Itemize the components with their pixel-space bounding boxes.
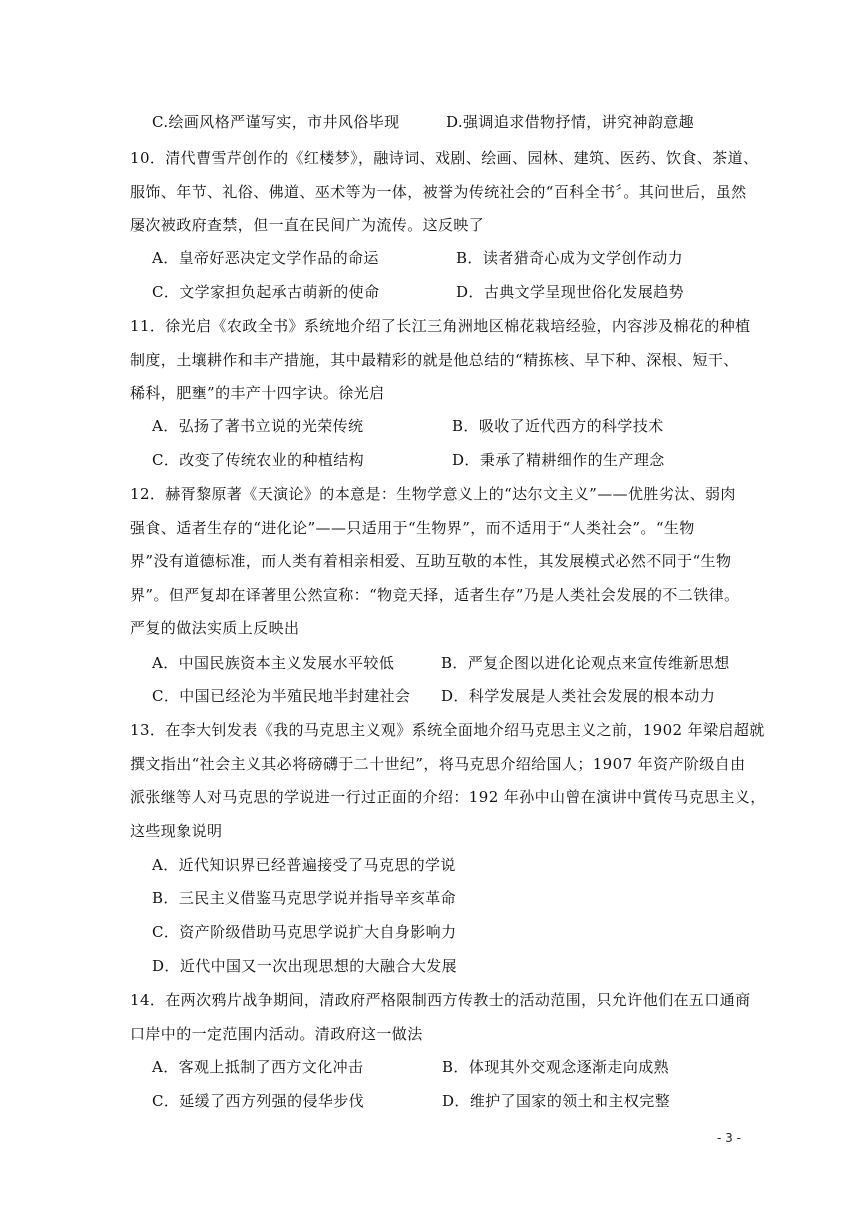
q14-option-b: B．体现其外交观念逐渐走向成熟	[442, 1058, 670, 1076]
q10-option-c: C．文学家担负起承古萌新的使命	[152, 283, 380, 301]
q12-line-5: 严复的做法实质上反映出	[130, 619, 300, 637]
q11-option-a: A．弘扬了著书立说的光荣传统	[152, 417, 364, 435]
q13-line-4: 这些现象说明	[130, 822, 223, 840]
q12-option-c: C．中国已经沦为半殖民地半封建社会	[152, 687, 411, 705]
q10-line-2: 服饰、年节、礼俗、佛道、巫术等为一体，被誉为传统社会的“百科全书〞。其问世后，虽然	[130, 183, 747, 201]
q14-line-2: 口岸中的一定范围内活动。清政府这一做法	[130, 1025, 423, 1043]
q13-line-1: 13．在李大钊发表《我的马克思主义观》系统全面地介绍马克思主义之前，1902 年梁启超就	[130, 721, 765, 739]
prev-option-d: D.强调追求借物抒情，讲究神韵意趣	[446, 113, 695, 131]
q13-option-a: A．近代知识界已经普遍接受了马克思的学说	[152, 856, 456, 874]
q12-line-3: 界”没有道德标准，而人类有着相亲相爱、互助互敬的本性，其发展模式必然不同于“生物	[130, 552, 732, 570]
q11-line-3: 稀科，肥壅”的丰产十四字诀。徐光启	[130, 384, 385, 402]
q13-option-d: D．近代中国又一次出现思想的大融合大发展	[152, 957, 458, 975]
page-number: - 3 -	[717, 1131, 741, 1145]
q12-option-d: D．科学发展是人类社会发展的根本动力	[441, 687, 716, 705]
q11-option-d: D．秉承了精耕细作的生产理念	[452, 451, 665, 469]
q12-line-4: 界”。但严复却在译著里公然宣称：“物竞天择，适者生存”乃是人类社会发展的不二铁律。	[130, 586, 740, 604]
q11-option-c: C．改变了传统农业的种植结构	[152, 451, 365, 469]
q14-line-1: 14．在两次鸦片战争期间，清政府严格限制西方传教士的活动范围，只允许他们在五口通商	[130, 991, 751, 1009]
prev-option-c: C.绘画风格严谨写实，市井风俗毕现	[152, 113, 400, 131]
q13-line-3: 派张继等人对马克思的学说进一行过正面的介绍：192 年孙中山曾在演讲中賞传马克思主义，	[130, 788, 766, 806]
q10-option-a: A．皇帝好恶决定文学作品的命运	[152, 249, 379, 267]
q12-option-b: B．严复企图以进化论观点来宣传维新思想	[441, 654, 730, 672]
q10-line-3: 屡次被政府查禁，但一直在民间广为流传。这反映了	[130, 216, 485, 234]
q12-line-1: 12．赫胥黎原著《天演论》的本意是：生物学意义上的“达尔文主义”——优胜劣汰、弱肉	[130, 485, 736, 503]
q13-option-b: B．三民主义借鉴马克思学说并指导辛亥革命	[152, 889, 457, 907]
q12-line-2: 强食、适者生存的“进化论”——只适用于“生物界”，而不适用于“人类社会”。“生物	[130, 519, 695, 537]
q14-option-d: D．维护了国家的领土和主权完整	[442, 1092, 671, 1110]
q13-option-c: C．资产阶级借助马克思学说扩大自身影响力	[152, 923, 457, 941]
q14-option-c: C．延缓了西方列强的侵华步伐	[152, 1092, 365, 1110]
q12-option-a: A．中国民族资本主义发展水平较低	[152, 654, 395, 672]
q10-line-1: 10．清代曹雪芹创作的《红楼梦》，融诗词、戏剧、绘画、园林、建筑、医药、饮食、茶道、	[130, 149, 759, 167]
q10-option-d: D．古典文学呈现世俗化发展趋势	[456, 283, 685, 301]
q10-option-b: B．读者猎奇心成为文学创作动力	[456, 249, 684, 267]
q13-line-2: 撰文指出“社会主义其必将磅礴于二十世纪”，将马克思介绍给国人；1907 年资产阶级自由	[130, 755, 746, 773]
q14-option-a: A．客观上抵制了西方文化冲击	[152, 1058, 364, 1076]
q11-line-1: 11．徐光启《农政全书》系统地介绍了长江三角洲地区棉花栽培经验，内容涉及棉花的种植	[130, 317, 751, 335]
q11-option-b: B．吸收了近代西方的科学技术	[452, 417, 664, 435]
q11-line-2: 制度，土壤耕作和丰产措施，其中最精彩的就是他总结的“精拣核、早下种、深根、短干、	[130, 351, 739, 369]
